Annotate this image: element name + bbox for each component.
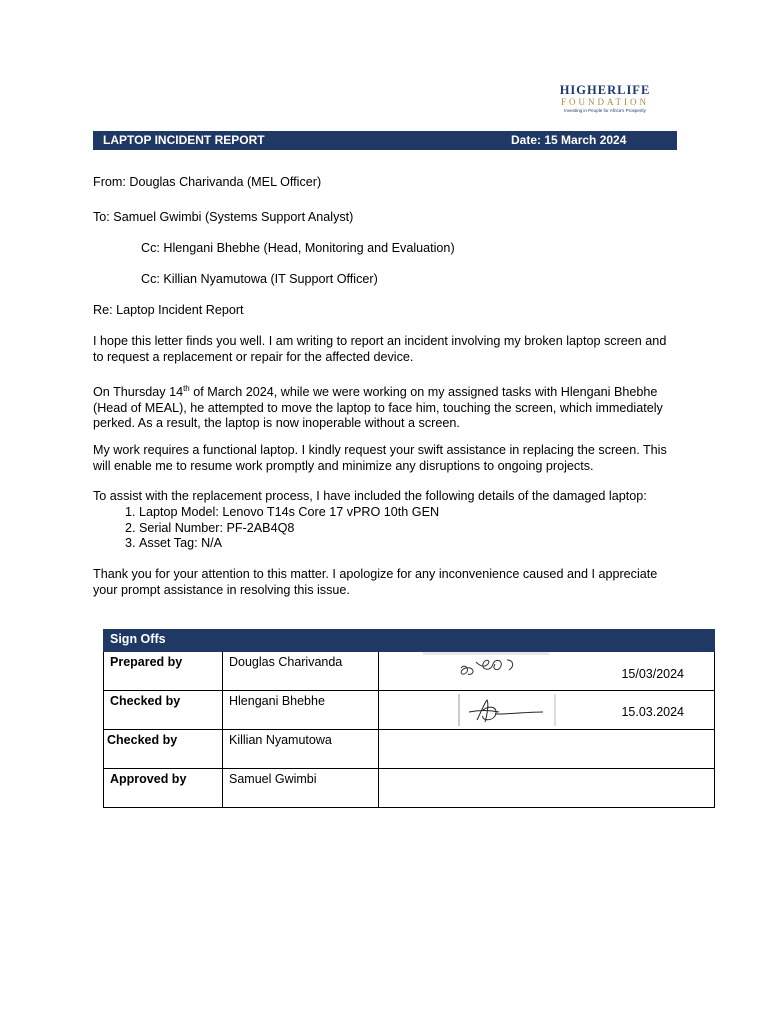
paragraph-1: I hope this letter finds you well. I am writing to report an incident involving my broken laptop screen and to request a replacement or repair for the affected device. — [93, 334, 667, 364]
logo-line-1: HIGHERLIFE — [559, 83, 651, 97]
name-cell: Douglas Charivanda — [223, 652, 379, 691]
list-item: 2. Serial Number: PF-2AB4Q8 — [139, 521, 639, 537]
signoffs-header: Sign Offs — [104, 630, 715, 652]
cc-line-2: Cc: Killian Nyamutowa (IT Support Officer) — [141, 272, 378, 286]
cc-line-1: Cc: Hlengani Bhebhe (Head, Monitoring and Evaluation) — [141, 241, 455, 255]
name-cell: Samuel Gwimbi — [223, 769, 379, 808]
signature-image — [457, 694, 557, 726]
paragraph-5: Thank you for your attention to this matter. I apologize for any inconvenience caused and I appreciate your prompt assistance in resolving this issue. — [93, 567, 658, 597]
role-cell: Prepared by — [104, 652, 223, 691]
logo-tagline: Investing in People for Africa's Prosperity — [564, 108, 646, 113]
signature-cell — [379, 730, 715, 769]
list-item: 1. Laptop Model: Lenovo T14s Core 17 vPRO 10th GEN — [139, 505, 639, 521]
name-cell: Hlengani Bhebhe — [223, 691, 379, 730]
signature-cell — [379, 652, 715, 691]
report-date: Date: 15 March 2024 — [511, 133, 627, 147]
signature-cell — [379, 769, 715, 808]
logo-line-2: FOUNDATION — [561, 97, 649, 107]
laptop-details-list — [93, 505, 639, 552]
re-line: Re: Laptop Incident Report — [93, 303, 244, 317]
list-item: 3. Asset Tag: N/A — [139, 536, 639, 552]
role-cell: Checked by — [104, 691, 223, 730]
paragraph-2-rest: of March 2024, while we were working on my assigned tasks with Hlengani Bhebhe (Head of MEAL), he attempted to move the laptop to face him, touching the screen, which immediately perked. As a result, the laptop is now inoperable without a screen. — [93, 385, 663, 431]
signature-cell — [379, 691, 715, 730]
report-banner — [93, 131, 677, 150]
signoff-date: 15.03.2024 — [621, 705, 684, 719]
table-row — [104, 730, 715, 769]
report-title: LAPTOP INCIDENT REPORT — [103, 133, 265, 147]
paragraph-2-start: On Thursday 14 — [93, 385, 184, 400]
to-line: To: Samuel Gwimbi (Systems Support Analyst) — [93, 210, 354, 224]
signoffs-table — [103, 629, 715, 808]
from-line: From: Douglas Charivanda (MEL Officer) — [93, 175, 322, 189]
ordinal-suffix: th — [183, 384, 190, 393]
name-cell: Killian Nyamutowa — [223, 730, 379, 769]
foundation-logo — [545, 84, 665, 114]
table-row — [104, 652, 715, 691]
signoff-date: 15/03/2024 — [621, 667, 684, 681]
signature-image — [421, 652, 551, 678]
paragraph-2 — [93, 381, 677, 432]
paragraph-3: My work requires a functional laptop. I kindly request your swift assistance in replacing the screen. This will enable me to resume work promptly and minimize any disruptions to ongoing projects. — [93, 443, 667, 473]
paragraph-4: To assist with the replacement process, I have included the following details of the damaged laptop: — [93, 489, 647, 503]
role-cell: Checked by — [104, 730, 223, 769]
role-cell: Approved by — [104, 769, 223, 808]
table-row — [104, 691, 715, 730]
table-row — [104, 769, 715, 808]
